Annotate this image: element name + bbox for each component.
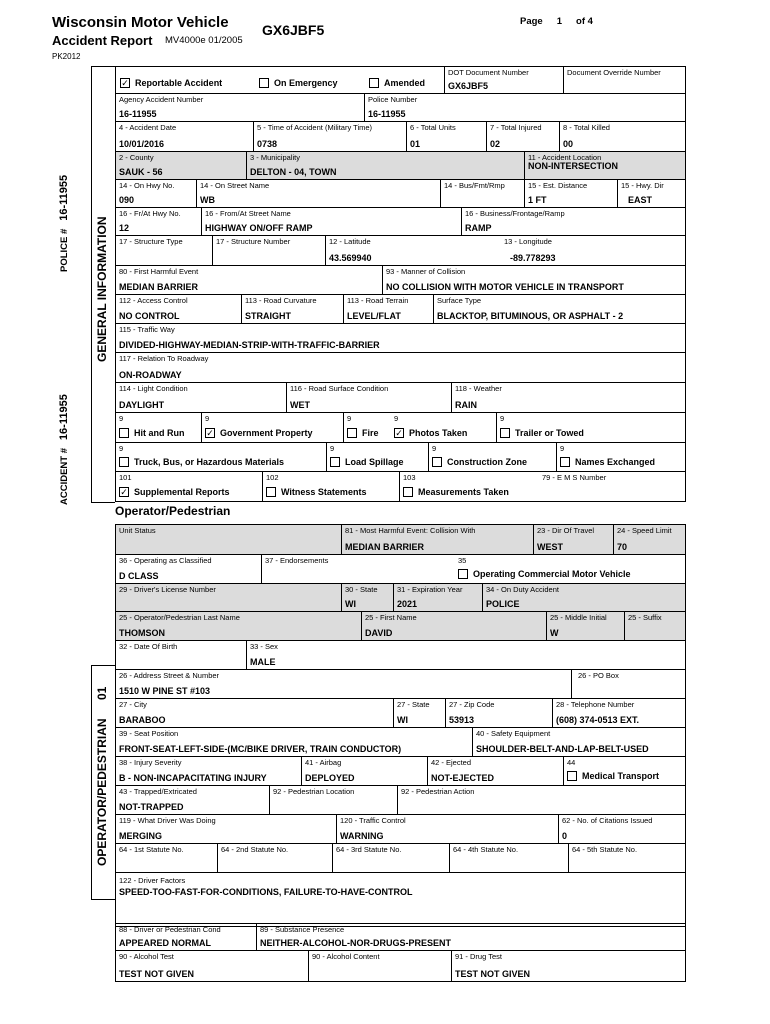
zip-label: 27 - Zip Code	[449, 700, 495, 709]
killed-label: 8 - Total Killed	[563, 123, 610, 132]
safety-value: SHOULDER-BELT-AND-LAP-BELT-USED	[476, 744, 649, 754]
bus-label: 14 - Bus/Fmt/Rmp	[444, 181, 505, 190]
ped-action-label: 92 - Pedestrian Action	[401, 787, 475, 796]
ped-location-cell	[269, 786, 397, 814]
from-street-cell	[201, 208, 461, 235]
trapped-value: NOT-TRAPPED	[119, 802, 184, 812]
statute-4-cell	[449, 844, 568, 872]
ejected-value: NOT-EJECTED	[431, 773, 495, 783]
citations-cell	[558, 815, 687, 843]
injured-label: 7 - Total Injured	[490, 123, 542, 132]
traffic-control-label: 120 - Traffic Control	[340, 816, 406, 825]
phone-cell	[552, 699, 687, 727]
location-cell	[524, 152, 687, 179]
seat-row	[115, 728, 686, 757]
measurements-taken[interactable]: Measurements Taken	[403, 487, 509, 498]
on-duty-label: 34 - On Duty Accident	[486, 585, 559, 594]
statute-4-label: 64 - 4th Statute No.	[453, 845, 519, 854]
construction-cell	[428, 443, 556, 471]
county-row	[115, 152, 686, 180]
ems-label: 79 - E M S Number	[542, 473, 607, 482]
page-total: of 4	[576, 16, 593, 27]
witness-cell	[262, 472, 399, 501]
checkbox-icon[interactable]	[403, 487, 413, 497]
state-label: 27 - State	[397, 700, 430, 709]
airbag-cell	[301, 757, 427, 785]
name-row	[115, 612, 686, 641]
override-cell	[563, 67, 687, 93]
license-state-cell	[341, 584, 393, 611]
police-label: Police Number	[368, 95, 418, 104]
medical-transport[interactable]: Medical Transport	[567, 771, 659, 782]
weather-value: RAIN	[455, 400, 477, 410]
driver-condition-label: 88 - Driver or Pedestrian Cond	[119, 925, 221, 934]
substance-cell	[256, 924, 687, 950]
citations-value: 0	[562, 831, 568, 841]
first-name-value: DAVID	[365, 628, 393, 638]
county-value: SAUK - 56	[119, 167, 163, 177]
checkbox-icon[interactable]	[567, 771, 577, 781]
license-label: 29 - Driver's License Number	[119, 585, 216, 594]
time-value: 0738	[257, 139, 278, 149]
class-label: 36 - Operating as Classified	[119, 556, 212, 565]
latitude-value: 43.569940	[329, 253, 372, 263]
zip-value: 53913	[449, 715, 475, 725]
checkbox-icon[interactable]	[347, 428, 357, 438]
po-box-cell	[571, 670, 687, 698]
trapped-row	[115, 786, 686, 815]
structure-type-label: 17 - Structure Type	[119, 237, 183, 246]
amended[interactable]: Amended	[369, 78, 425, 89]
license-state-label: 30 - State	[345, 585, 378, 594]
field-number: 102	[266, 473, 279, 482]
operator-label: OPERATOR/PEDESTRIAN	[95, 718, 109, 866]
location-value: NON-INTERSECTION	[528, 161, 618, 171]
most-harmful-cell	[341, 525, 533, 554]
driver-action-row	[115, 815, 686, 844]
what-driver-label: 119 - What Driver Was Doing	[119, 816, 216, 825]
driver-condition-row	[115, 923, 686, 951]
field-number: 9	[500, 414, 505, 423]
curvature-value: STRAIGHT	[245, 311, 291, 321]
structure-number-label: 17 - Structure Number	[216, 237, 291, 246]
expiration-cell	[393, 584, 482, 611]
longitude-label: 13 - Longitude	[504, 237, 552, 246]
date-label: 4 - Accident Date	[119, 123, 177, 132]
est-distance-label: 15 - Est. Distance	[528, 181, 588, 190]
on-hwy-value: 090	[119, 195, 135, 205]
trailer-or-towed[interactable]: Trailer or Towed	[500, 428, 584, 439]
hwy-dir-value: EAST	[628, 195, 653, 205]
pk-code: PK2012	[52, 52, 81, 61]
on-street-label: 14 - On Street Name	[200, 181, 270, 190]
suffix-label: 25 - Suffix	[628, 613, 662, 622]
agency-row	[115, 94, 686, 122]
from-at-hwy-label: 16 - Fr/At Hwy No.	[119, 209, 181, 218]
road-surface-label: 116 - Road Surface Condition	[290, 384, 389, 393]
safety-cell	[472, 728, 687, 756]
injury-value: B - NON-INCAPACITATING INJURY	[119, 773, 267, 783]
from-at-hwy-value: 12	[119, 223, 130, 233]
trapped-label: 43 - Trapped/Extricated	[119, 787, 197, 796]
medical-transport-cell	[563, 757, 687, 785]
surface-label: Surface Type	[437, 296, 482, 305]
date-time-row	[115, 122, 686, 152]
units-cell	[406, 122, 486, 151]
first-name-label: 25 - First Name	[365, 613, 417, 622]
form-number: MV4000e 01/2005	[165, 35, 243, 46]
est-distance-value: 1 FT	[528, 195, 547, 205]
dir-travel-label: 23 - Dir Of Travel	[537, 526, 595, 535]
statute-3-cell	[332, 844, 449, 872]
relation-row	[115, 353, 686, 383]
seat-label: 39 - Seat Position	[119, 729, 179, 738]
amended-cell	[366, 67, 446, 93]
endorsements-cell	[261, 555, 455, 583]
checkbox-icon[interactable]	[560, 457, 570, 467]
manner-label: 93 - Manner of Collision	[386, 267, 466, 276]
sex-cell	[246, 641, 687, 669]
reportable-accident[interactable]: ✓ Reportable Accident	[121, 78, 223, 89]
safety-label: 40 - Safety Equipment	[476, 729, 551, 738]
class-value: D CLASS	[119, 571, 159, 581]
report-flags-row	[115, 66, 686, 94]
ejected-cell	[427, 757, 563, 785]
phone-value: (608) 374-0513 EXT.	[556, 715, 640, 725]
alcohol-test-value: TEST NOT GIVEN	[119, 969, 195, 979]
relation-value: ON-ROADWAY	[119, 370, 182, 380]
killed-value: 00	[563, 139, 574, 149]
alcohol-content-label: 90 - Alcohol Content	[312, 952, 380, 961]
on-duty-value: POLICE	[486, 599, 520, 609]
drug-test-cell	[451, 951, 687, 981]
address-label: 26 - Address Street & Number	[119, 671, 220, 680]
substance-label: 89 - Substance Presence	[260, 925, 345, 934]
business-cell	[461, 208, 687, 235]
load-spillage[interactable]: Load Spillage	[330, 457, 404, 468]
city-row	[115, 699, 686, 728]
driver-condition-value: APPEARED NORMAL	[119, 938, 212, 948]
dob-label: 32 - Date Of Birth	[119, 642, 178, 651]
location-label: 11 - Accident Location	[528, 153, 602, 162]
business-value: RAMP	[465, 223, 492, 233]
suffix-cell	[624, 612, 687, 640]
lat-lon-cell	[325, 236, 687, 265]
on-emergency-cell	[256, 67, 366, 93]
statute-3-label: 64 - 3rd Statute No.	[336, 845, 402, 854]
checkbox-icon[interactable]	[259, 78, 269, 88]
on-duty-cell	[482, 584, 687, 611]
names-cell	[556, 443, 687, 471]
flags-row-3	[115, 472, 686, 502]
checkbox-icon[interactable]	[119, 428, 129, 438]
measurements-cell	[399, 472, 539, 501]
injury-label: 38 - Injury Severity	[119, 758, 182, 767]
statutes-row	[115, 844, 686, 873]
agency-label: Agency Accident Number	[119, 95, 204, 104]
field-number: 44	[567, 758, 576, 767]
drug-test-value: TEST NOT GIVEN	[455, 969, 531, 979]
truck-bus-hazmat[interactable]: Truck, Bus, or Hazardous Materials	[119, 457, 284, 468]
from-street-label: 16 - From/At Street Name	[205, 209, 291, 218]
document-number: GX6JBF5	[262, 22, 325, 38]
names-exchanged[interactable]: Names Exchanged	[560, 457, 655, 468]
injured-cell	[486, 122, 559, 151]
police-number-side: POLICE # 16-11955	[58, 174, 70, 272]
field-number: 9	[432, 444, 437, 453]
speed-limit-value: 70	[617, 542, 628, 552]
traffic-control-cell	[336, 815, 558, 843]
spillage-cell	[326, 443, 428, 471]
municipality-value: DELTON - 04, TOWN	[250, 167, 337, 177]
operator-section-title: Operator/Pedestrian	[115, 504, 231, 518]
what-driver-value: MERGING	[119, 831, 163, 841]
substance-value: NEITHER-ALCOHOL-NOR-DRUGS-PRESENT	[260, 938, 451, 948]
witness-statements[interactable]: Witness Statements	[266, 487, 366, 498]
most-harmful-label: 81 - Most Harmful Event: Collision With	[345, 526, 476, 535]
checkbox-icon[interactable]	[330, 457, 340, 467]
sex-label: 33 - Sex	[250, 642, 278, 651]
police-value: 16-11955	[368, 109, 406, 119]
form-subtitle: Accident Report	[52, 33, 153, 48]
tests-row	[115, 951, 686, 982]
terrain-cell	[343, 295, 433, 323]
photos-taken[interactable]: ✓ Photos Taken	[395, 428, 468, 439]
on-emergency[interactable]: On Emergency	[259, 78, 338, 89]
longitude-value: -89.778293	[510, 253, 556, 263]
road-surface-value: WET	[290, 400, 310, 410]
curvature-label: 113 - Road Curvature	[245, 296, 317, 305]
dir-travel-cell	[533, 525, 613, 554]
ejected-label: 42 - Ejected	[431, 758, 472, 767]
time-cell	[253, 122, 406, 151]
statute-1-label: 64 - 1st Statute No.	[119, 845, 184, 854]
field-number: 9	[119, 414, 124, 423]
access-control-label: 112 - Access Control	[119, 296, 188, 305]
structure-row	[115, 236, 686, 266]
city-label: 27 - City	[119, 700, 147, 709]
unit-status-row	[115, 524, 686, 555]
driver-factors-value: SPEED-TOO-FAST-FOR-CONDITIONS, FAILURE-TO-HAVE-CONTROL	[119, 887, 413, 897]
checkbox-checked-icon[interactable]: ✓	[206, 428, 214, 438]
airbag-label: 41 - Airbag	[305, 758, 342, 767]
police-cell	[364, 94, 687, 121]
statute-5-cell	[568, 844, 687, 872]
field-number: 103	[403, 473, 416, 482]
override-label: Document Override Number	[567, 68, 661, 77]
field-number: 9	[560, 444, 565, 453]
checkbox-icon[interactable]	[458, 569, 468, 579]
gov-property-cell	[201, 413, 341, 442]
last-name-value: THOMSON	[119, 628, 165, 638]
municipality-label: 3 - Municipality	[250, 153, 301, 162]
relation-label: 117 - Relation To Roadway	[119, 354, 209, 363]
driver-factors-label: 122 - Driver Factors	[119, 876, 186, 885]
citations-label: 62 - No. of Citations Issued	[562, 816, 653, 825]
middle-initial-value: W	[550, 628, 559, 638]
traffic-way-label: 115 - Traffic Way	[119, 325, 175, 334]
speed-limit-cell	[613, 525, 687, 554]
checkbox-icon[interactable]	[432, 457, 442, 467]
conditions-row	[115, 383, 686, 413]
surface-cell	[433, 295, 687, 323]
manner-cell	[382, 266, 687, 294]
most-harmful-value: MEDIAN BARRIER	[345, 542, 425, 552]
phone-label: 28 - Telephone Number	[556, 700, 635, 709]
address-row	[115, 670, 686, 699]
statute-5-label: 64 - 5th Statute No.	[572, 845, 638, 854]
license-state-value: WI	[345, 599, 356, 609]
on-hwy-label: 14 - On Hwy No.	[119, 181, 175, 190]
checkbox-checked-icon[interactable]: ✓	[121, 78, 129, 88]
traffic-way-value: DIVIDED-HIGHWAY-MEDIAN-STRIP-WITH-TRAFFIC-BARRIER	[119, 340, 380, 350]
field-number: 9	[119, 444, 124, 453]
photos-cell	[391, 413, 496, 442]
on-hwy-row	[115, 180, 686, 208]
from-at-row	[115, 208, 686, 236]
flags-row-2	[115, 443, 686, 472]
middle-initial-label: 25 - Middle Initial	[550, 613, 607, 622]
address-value: 1510 W PINE ST #103	[119, 686, 211, 696]
terrain-label: 113 - Road Terrain	[347, 296, 409, 305]
page-label: Page	[520, 16, 543, 27]
dot-doc-value: GX6JBF5	[448, 81, 489, 91]
drug-test-label: 91 - Drug Test	[455, 952, 502, 961]
statute-2-label: 64 - 2nd Statute No.	[221, 845, 289, 854]
first-harmful-row	[115, 266, 686, 295]
checkbox-icon[interactable]	[500, 428, 510, 438]
first-name-cell	[361, 612, 546, 640]
middle-initial-cell	[546, 612, 624, 640]
field-number: 101	[119, 473, 132, 482]
alcohol-content-cell	[308, 951, 451, 981]
po-box-label: 26 - PO Box	[578, 671, 619, 680]
trailer-cell	[496, 413, 687, 442]
weather-label: 118 - Weather	[455, 384, 502, 393]
from-street-value: HIGHWAY ON/OFF RAMP	[205, 223, 313, 233]
state-cell	[393, 699, 445, 727]
field-number: 9	[205, 414, 210, 423]
dob-row	[115, 641, 686, 670]
zip-cell	[445, 699, 552, 727]
driver-factors-row	[115, 873, 686, 927]
expiration-label: 31 - Expiration Year	[397, 585, 463, 594]
license-row	[115, 584, 686, 612]
field-number: 9	[330, 444, 335, 453]
first-harmful-label: 80 - First Harmful Event	[119, 267, 199, 276]
latitude-label: 12 - Latitude	[329, 237, 371, 246]
time-label: 5 - Time of Accident (Military Time)	[257, 123, 373, 132]
speed-limit-label: 24 - Speed Limit	[617, 526, 672, 535]
endorsements-label: 37 - Endorsements	[265, 556, 329, 565]
units-label: 6 - Total Units	[410, 123, 456, 132]
general-info-label: GENERAL INFORMATION	[95, 216, 109, 362]
access-control-value: NO CONTROL	[119, 311, 180, 321]
unit-status-label: Unit Status	[119, 526, 156, 535]
weather-cell	[451, 383, 687, 412]
seat-value: FRONT-SEAT-LEFT-SIDE-(MC/BIKE DRIVER, TRAIN CONDUCTOR)	[119, 744, 402, 754]
operator-unit-number: 01	[95, 686, 109, 700]
ems-cell	[539, 472, 687, 501]
alcohol-test-label: 90 - Alcohol Test	[119, 952, 174, 961]
est-distance-cell	[524, 180, 617, 207]
field-number: 9	[347, 414, 352, 423]
injured-value: 02	[490, 139, 501, 149]
structure-number-cell	[212, 236, 325, 265]
field-number: 35	[458, 556, 467, 565]
light-value: DAYLIGHT	[119, 400, 165, 410]
checkbox-icon[interactable]	[119, 457, 129, 467]
manner-value: NO COLLISION WITH MOTOR VEHICLE IN TRANSPORT	[386, 282, 624, 292]
airbag-value: DEPLOYED	[305, 773, 355, 783]
statute-2-cell	[217, 844, 332, 872]
form-title: Wisconsin Motor Vehicle	[52, 14, 229, 31]
road-surface-cell	[286, 383, 451, 412]
ped-location-label: 92 - Pedestrian Location	[273, 787, 355, 796]
traffic-way-row	[115, 324, 686, 353]
injury-row	[115, 757, 686, 786]
construction-zone[interactable]: Construction Zone	[432, 457, 527, 468]
checkbox-checked-icon[interactable]: ✓	[395, 428, 403, 438]
supplemental-reports[interactable]: ✓ Supplemental Reports	[120, 487, 230, 498]
hwy-dir-cell	[617, 180, 687, 207]
business-label: 16 - Business/Frontage/Ramp	[465, 209, 565, 218]
last-name-label: 25 - Operator/Pedestrian Last Name	[119, 613, 240, 622]
killed-cell	[559, 122, 687, 151]
agency-value: 16-11955	[119, 109, 157, 119]
hit-and-run[interactable]: Hit and Run	[119, 428, 185, 439]
sex-value: MALE	[250, 657, 276, 667]
county-label: 2 - County	[119, 153, 154, 162]
page-indicator	[520, 16, 593, 27]
government-property[interactable]: ✓ Government Property	[206, 428, 313, 439]
dot-doc-cell	[444, 67, 564, 93]
city-value: BARABOO	[119, 715, 166, 725]
accident-number-side: ACCIDENT # 16-11955	[58, 394, 70, 505]
traffic-control-value: WARNING	[340, 831, 384, 841]
bus-cell	[440, 180, 524, 207]
checkbox-icon[interactable]	[266, 487, 276, 497]
terrain-value: LEVEL/FLAT	[347, 311, 401, 321]
curvature-cell	[241, 295, 343, 323]
checkbox-checked-icon[interactable]: ✓	[120, 487, 128, 497]
first-harmful-value: MEDIAN BARRIER	[119, 282, 199, 292]
units-value: 01	[410, 139, 421, 149]
road-row	[115, 295, 686, 324]
fire[interactable]: Fire	[347, 428, 379, 439]
surface-value: BLACKTOP, BITUMINOUS, OR ASPHALT - 2	[437, 311, 624, 321]
state-value: WI	[397, 715, 408, 725]
page-number: 1	[556, 16, 563, 27]
hwy-dir-label: 15 - Hwy. Dir	[621, 181, 664, 190]
operating-commercial[interactable]: Operating Commercial Motor Vehicle	[458, 569, 631, 580]
commercial-cell	[455, 555, 687, 583]
expiration-value: 2021	[397, 599, 418, 609]
on-street-cell	[196, 180, 440, 207]
on-street-value: WB	[200, 195, 215, 205]
municipality-cell	[246, 152, 524, 179]
flags-row-1	[115, 413, 686, 443]
date-value: 10/01/2016	[119, 139, 165, 149]
light-label: 114 - Light Condition	[119, 384, 188, 393]
checkbox-icon[interactable]	[369, 78, 379, 88]
class-row	[115, 555, 686, 584]
dir-travel-value: WEST	[537, 542, 563, 552]
dot-doc-label: DOT Document Number	[448, 68, 529, 77]
field-number: 9	[394, 414, 399, 423]
ped-action-cell	[397, 786, 687, 814]
